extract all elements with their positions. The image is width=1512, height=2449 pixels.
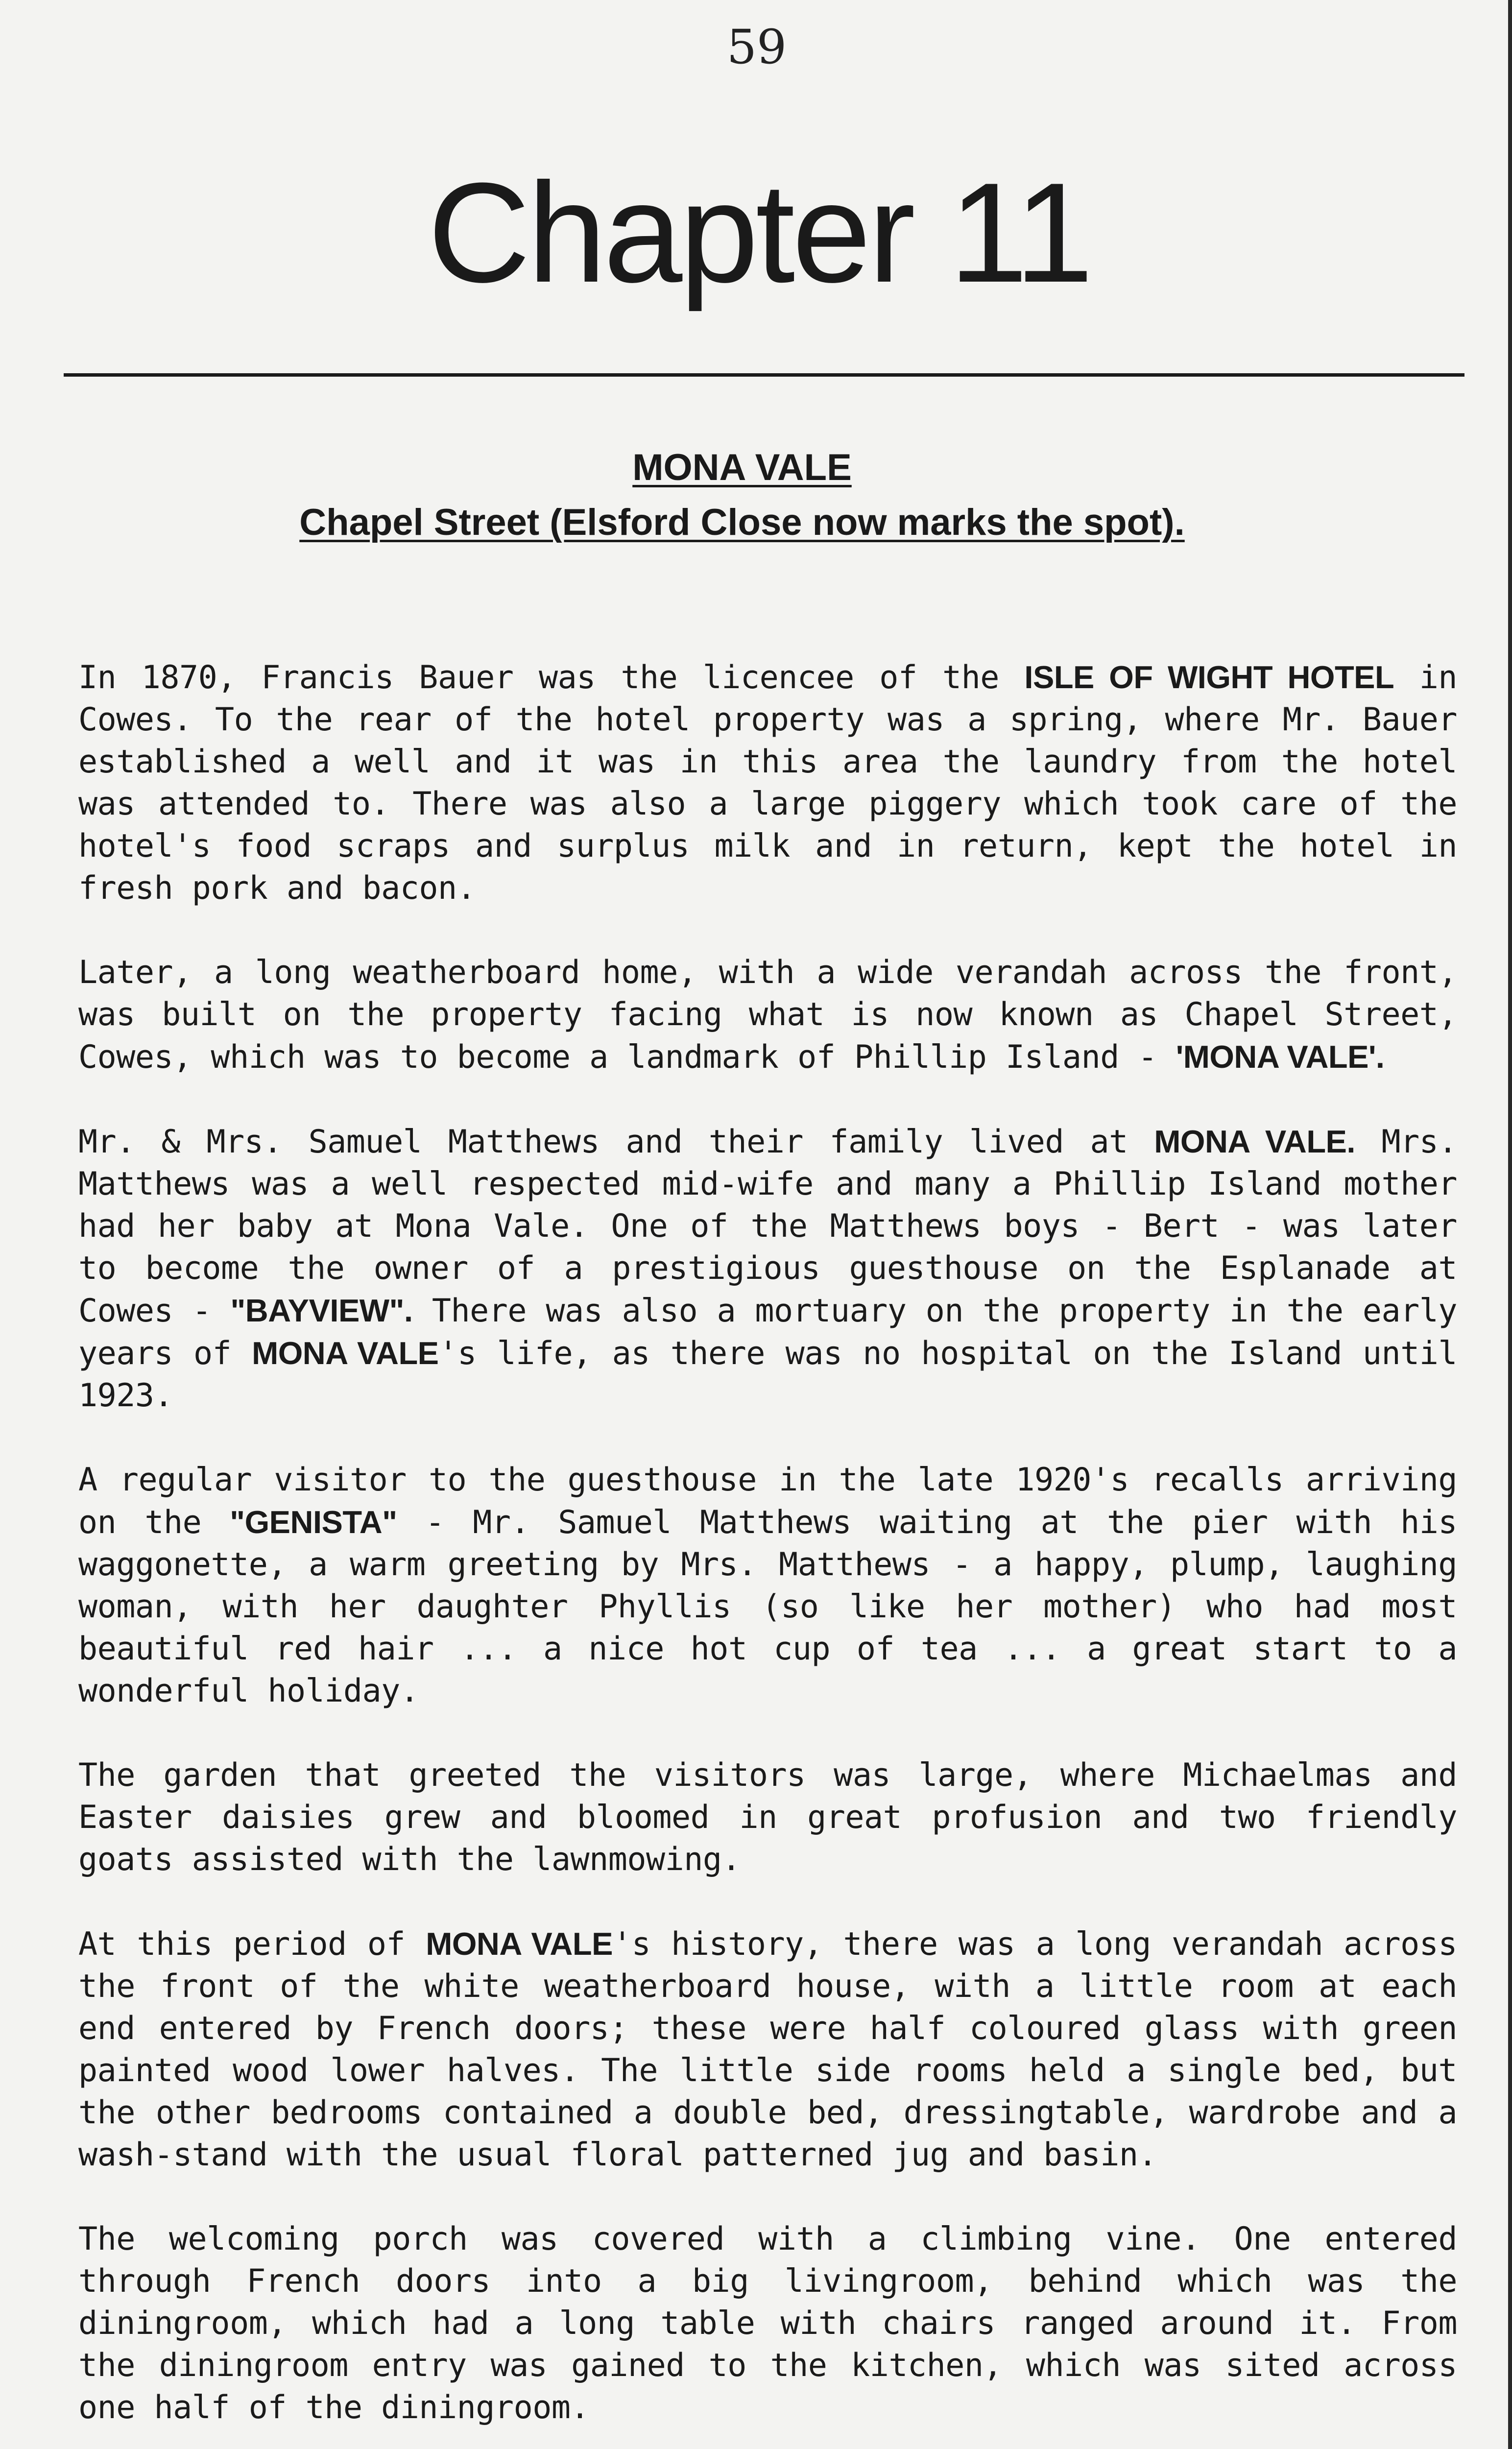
- body-paragraph: [78, 656, 1457, 910]
- paragraph-text: A regular visitor to the guesthouse in the late 1920's recalls arriving on the: [78, 1462, 1457, 1541]
- bold-name: "BAYVIEW".: [230, 1293, 413, 1328]
- page-edge-shadow: [1508, 0, 1512, 2449]
- paragraph-text: 's history, there was a long verandah across the front of the white weatherboard house, with a little room at each end entered by French doors; these were half coloured glass with green painted wood lower halves. The little side rooms held a single bed, but the other bedrooms contained a double bed, dressingtable, wardrobe and a wash-stand with the usual floral patterned jug and basin.: [78, 1926, 1457, 2173]
- paragraph-text: in Cowes. To the rear of the hotel property was a spring, where Mr. Bauer established a well and it was in this area the laundry from the hotel was attended to. There was also a large piggery which took care of the hotel's food scraps and surplus milk and in return, kept the hotel in fresh pork and bacon.: [78, 659, 1457, 907]
- section-subtitle: Chapel Street (Elsford Close now marks the spot).: [299, 502, 1185, 543]
- paragraph-text: In 1870, Francis Bauer was the licencee of the: [78, 659, 1025, 696]
- bold-name: MONA VALE: [426, 1926, 613, 1962]
- bold-name: 'MONA VALE'.: [1176, 1039, 1385, 1075]
- paragraph-text: The garden that greeted the visitors was large, where Michaelmas and Easter daisies grew and bloomed in great profusion and two friendly goats assisted with the lawnmowing.: [78, 1757, 1457, 1878]
- paragraph-text: Later, a long weatherboard home, with a wide verandah across the front, was built on the property facing what is now known as Chapel Street, Cowes, which was to become a landmark of Phillip Island -: [78, 954, 1457, 1076]
- paragraph-text: The welcoming porch was covered with a climbing vine. One entered through French doors into a big livingroom, behind which was the diningroom, which had a long table with chairs ranged around it. From the diningroom entry was gained to the kitchen, which was sited across one half of the diningroom.: [78, 2221, 1457, 2426]
- bold-name: MONA VALE: [252, 1335, 439, 1371]
- chapter-divider: [64, 373, 1464, 377]
- paragraph-text: There was also a mortuary on the property in the early years of: [78, 1293, 1457, 1372]
- bold-name: ISLE OF WIGHT HOTEL: [1024, 659, 1394, 695]
- paragraph-text: Mrs. Matthews was a well respected mid-wife and many a Phillip Island mother had her baby at Mona Vale. One of the Matthews boys - Bert - was later to become the owner of a prestigious guesthouse on the Esplanade at Cowes -: [78, 1124, 1457, 1329]
- section-title: MONA VALE: [632, 447, 852, 488]
- paragraph-text: Mr. & Mrs. Samuel Matthews and their family lived at: [78, 1124, 1154, 1160]
- bold-name: MONA VALE.: [1154, 1124, 1355, 1159]
- paragraph-text: At this period of: [78, 1926, 426, 1963]
- section-heading: [147, 443, 1337, 547]
- body-paragraph: [78, 1923, 1457, 2176]
- body-paragraph: [78, 1121, 1457, 1417]
- paragraph-text: - Mr. Samuel Matthews waiting at the pier with his waggonette, a warm greeting by Mrs. Matthews - a happy, plump, laughing woman, with her daughter Phyllis (so like her mother) who had most beautiful red hair ... a nice hot cup of tea ... a great start to a wonderful holiday.: [78, 1504, 1457, 1709]
- bold-name: "GENISTA": [230, 1504, 397, 1540]
- body-paragraph: [78, 952, 1457, 1079]
- body-paragraph: [78, 1459, 1457, 1712]
- paragraph-text: 's life, as there was no hospital on the Island until 1923.: [78, 1335, 1457, 1414]
- body-paragraph: [78, 1754, 1457, 1881]
- body-text: [78, 656, 1457, 2449]
- page-number: 59: [726, 20, 787, 74]
- chapter-title: Chapter 11: [428, 153, 1091, 312]
- body-paragraph: [78, 2218, 1457, 2429]
